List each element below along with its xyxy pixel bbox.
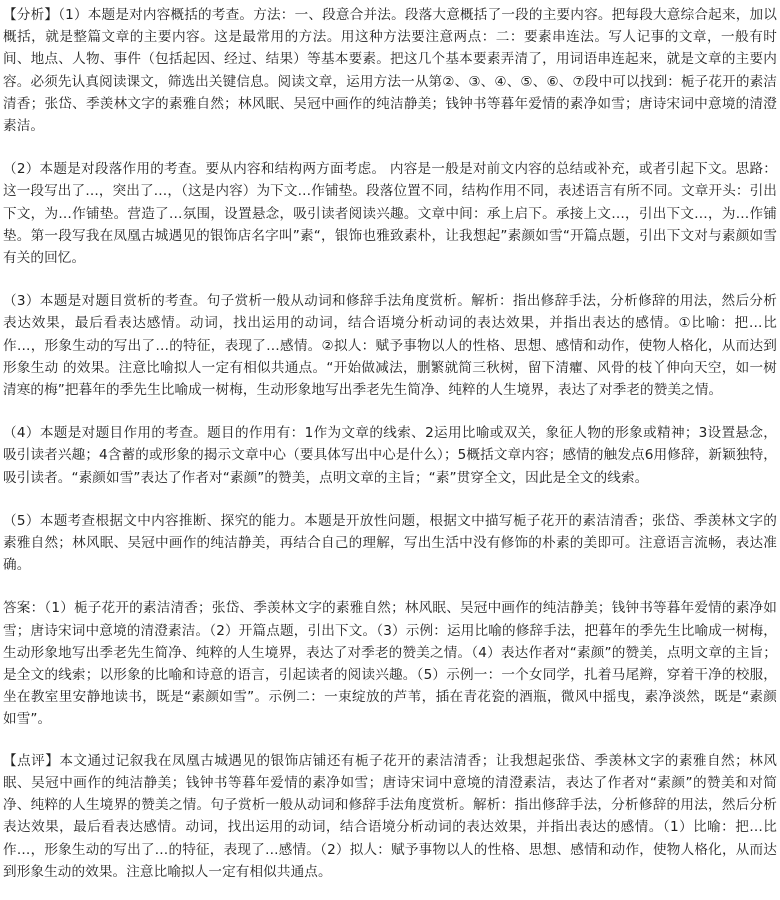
comment-paragraph	[3, 750, 777, 883]
analysis-paragraph-2: （2）本题是对段落作用的考查。要从内容和结构两方面考虑。 内容是一般是对前文内容的总结或补充，或者引起下文。思路：这一段写出了…，突出了…，（这是内容）为下文…作铺垫。段落位置不同，结构作用不同，表述语言有所不同。文章开头：引出下文，为…作铺垫。营造了…氛围，设置悬念，吸引读者阅读兴趣。文章中间：承上启下。承接上文…，引出下文…，为…作铺垫。第一段写我在凤凰古城遇见的银饰店名字叫”素“，银饰也雅致素朴，让我想起”素颜如雪“开篇点题，引出下文对与素颜如雪有关的回忆。	[3, 161, 777, 267]
analysis-paragraph-3: （3）本题是对题目赏析的考查。句子赏析一般从动词和修辞手法角度赏析。解析：指出修辞手法，分析修辞的用法，然后分析表达效果，最后看表达感情。动词，找出运用的动词，结合语境分析动词的表达效果，并指出表达的感情。①比喻：把…比作…，形象生动的写出了…的特征，表现了…感情。②拟人：赋予事物以人的性格、思想、感情和动作，使物人格化，从而达到形象生动 的效果。注意比喻拟人一定有相似共通点。“开始做减法，删繁就简三秋树，留下清癯、风骨的枝丫伸向天空，如一树清寒的梅”把暮年的季先生比喻成一树梅，生动形象地写出季老先生简净、纯粹的人生境界，表达了对季老的赞美之情。	[3, 293, 777, 399]
analysis-document	[3, 4, 777, 883]
analysis-paragraph-5: （5）本题考查根据文中内容推断、探究的能力。本题是开放性问题，根据文中描写栀子花开的素洁清香；张岱、季羡林文字的素雅自然；林风眠、吴冠中画作的纯洁静美，再结合自己的理解，写出生活中没有修饰的朴素的美即可。注意语言流畅，表达准确。	[3, 512, 777, 574]
comment-label: 【点评】	[3, 752, 60, 769]
analysis-label: 【分析】	[3, 7, 59, 23]
analysis-p1-text: （1）本题是对内容概括的考查。方法：一、段意合并法。段落大意概括了一段的主要内容。把每段大意综合起来，加以概括，就是整篇文章的主要内容。这是最常用的方法。用这种方法要注意两点：二：要素串连法。写人记事的文章，一般有时间、地点、人物、事件（包括起因、经过、结果）等基本要素。把这几个基本要素弄清了，用词语串连起来，就是文章的主要内容。必须先认真阅读课文，筛选出关键信息。阅读文章，运用方法一从第②、③、④、⑤、⑥、⑦段中可以找到：栀子花开的素洁清香；张岱、季羡林文字的素雅自然；林风眠、吴冠中画作的纯洁静美；钱钟书等暮年爱情的素净如雪；唐诗宋词中意境的清澄素洁。	[3, 7, 777, 135]
analysis-paragraph-1	[3, 4, 777, 137]
analysis-paragraph-4: （4）本题是对题目作用的考查。题目的作用有：1作为文章的线索、2运用比喻或双关，象征人物的形象或精神；3设置悬念，吸引读者兴趣；4含蓄的或形象的揭示文章中心（要具体写出中心是什么）；5概括文章内容；感情的触发点6用修辞，新颖独特，吸引读者。“素颜如雪”表达了作者对“素颜”的赞美，点明文章的主旨；“素”贯穿全文，因此是全文的线索。	[3, 425, 777, 486]
answer-paragraph: 答案：（1）栀子花开的素洁清香；张岱、季羡林文字的素雅自然；林风眠、吴冠中画作的纯洁静美；钱钟书等暮年爱情的素净如雪；唐诗宋词中意境的清澄素洁。（2）开篇点题，引出下文。（3）示例：运用比喻的修辞手法，把暮年的季先生比喻成一树梅，生动形象地写出季老先生简净、纯粹的人生境界，表达了对季老的赞美之情。（4）表达作者对“素颜”的赞美，点明文章的主旨；是全文的线索；以形象的比喻和诗意的语言，引起读者的阅读兴趣。（5）示例一：一个女同学，扎着马尾辫，穿着干净的校服，坐在教室里安静地读书，既是“素颜如雪”。示例二：一束绽放的芦苇，插在青花瓷的酒瓶，微风中摇曳，素净淡然，既是“素颜如雪”。	[3, 600, 777, 728]
comment-text: 本文通过记叙我在凤凰古城遇见的银饰店铺还有栀子花开的素洁清香；让我想起张岱、季羡林文字的素雅自然；林风眠、吴冠中画作的纯洁静美；钱钟书等暮年爱情的素净如雪；唐诗宋词中意境的清澄素洁，表达了作者对“素颜”的赞美和对简净、纯粹的人生境界的赞美之情。句子赏析一般从动词和修辞手法角度赏析。解析：指出修辞手法，分析修辞的用法，然后分析表达效果，最后看表达感情。动词，找出运用的动词，结合语境分析动词的表达效果，并指出表达的感情。（1）比喻：把…比作…，形象生动的写出了…的特征，表现了…感情。（2）拟人：赋予事物以人的性格、思想、感情和动作，使物人格化，从而达到形象生动的效果。注意比喻拟人一定有相似共通点。	[3, 752, 777, 880]
